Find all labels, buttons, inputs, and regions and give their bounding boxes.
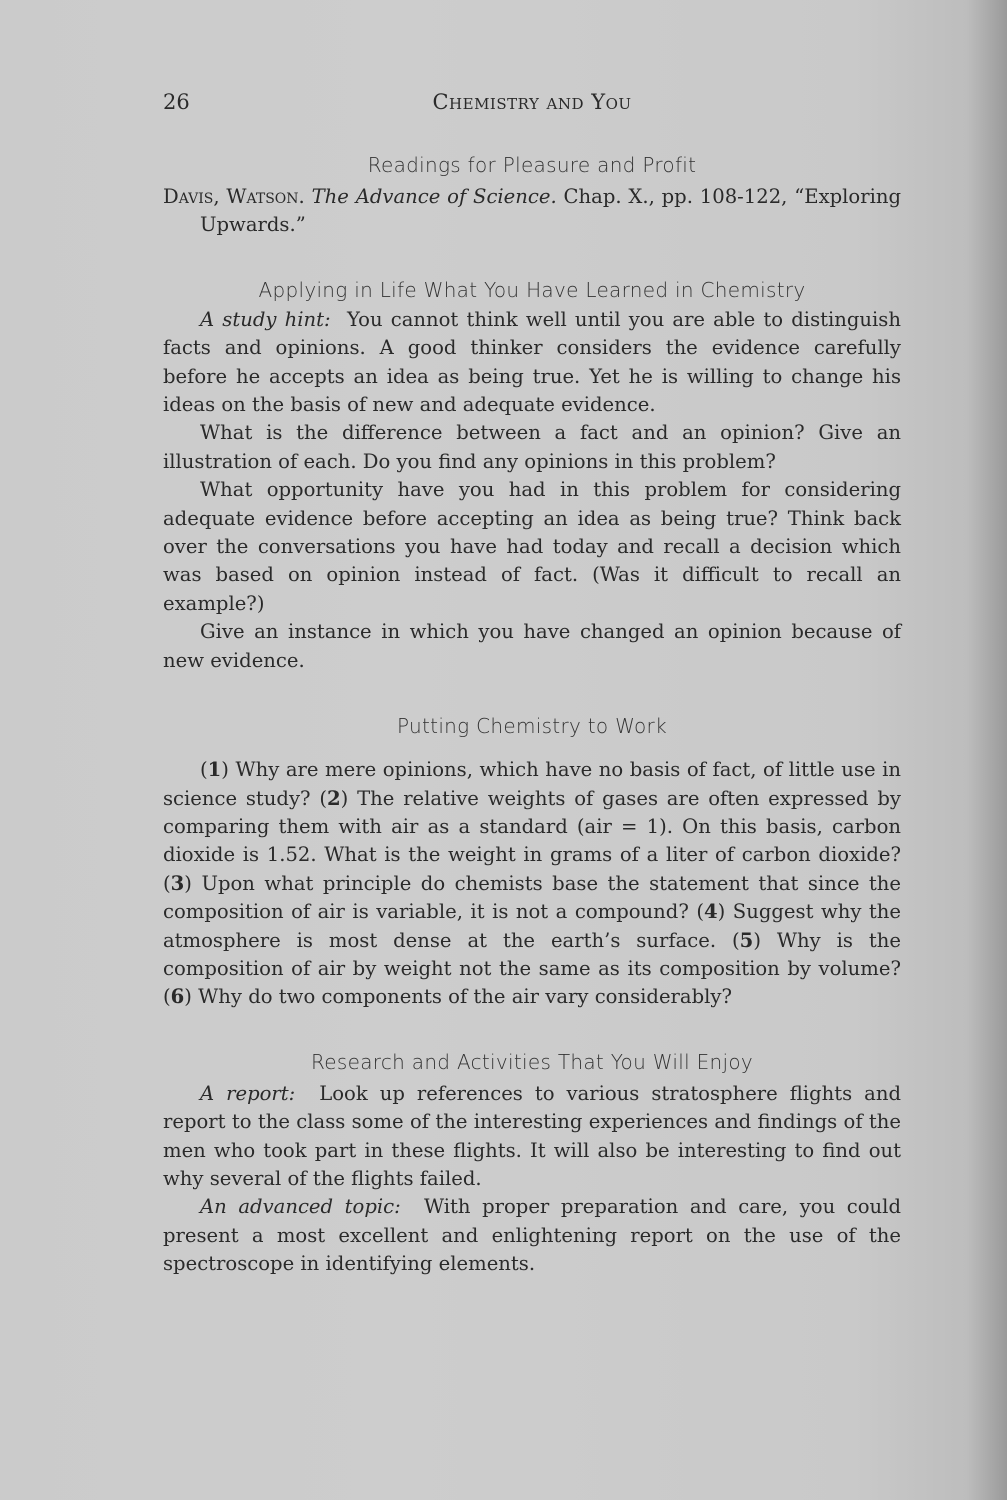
reading-citation xyxy=(163,183,901,240)
readings-heading: Readings for Pleasure and Profit xyxy=(367,153,697,177)
advanced-topic-label: An advanced topic: xyxy=(200,1195,401,1219)
question-text: Why are mere opinions, which have no basis of fact, of little use in science study? xyxy=(163,758,902,810)
question-number: 3 xyxy=(170,871,185,895)
research-heading: Research and Activities That You Will Enjoy xyxy=(310,1049,754,1074)
report-paragraph xyxy=(163,1080,901,1194)
study-hint-label: A study hint: xyxy=(200,307,331,331)
questions-paragraph xyxy=(163,756,901,1012)
question: (1) Why are mere opinions, which have no basis of fact, of little use in science study? xyxy=(163,758,902,810)
question: (6) Why do two components of the air vary considerably? xyxy=(163,985,732,1009)
citation-chapter: “Exploring Upwards.” xyxy=(200,185,902,237)
question-number: 5 xyxy=(739,928,754,952)
page-content xyxy=(163,86,901,1279)
report-text: Look up references to various stratosphere flights and report to the class some of the interesting experiences and findings of the men who took part in these flights. It will also be interesting to find out why several of the flights failed. xyxy=(163,1081,901,1190)
question-text: Why is the composition of air by weight not the same as its composition by volume? xyxy=(163,928,901,980)
question-text: Why do two components of the air vary considerably? xyxy=(198,985,732,1009)
question-number: 2 xyxy=(327,786,341,810)
citation-book-title: The Advance of Science. xyxy=(311,185,557,208)
advanced-topic-text: With proper preparation and care, you could present a most excellent and enlightening report on the use of the spectroscope in identifying elements. xyxy=(163,1195,901,1276)
advanced-topic-paragraph xyxy=(163,1193,901,1278)
page-number: 26 xyxy=(163,90,190,114)
applying-paragraph-3: What opportunity have you had in this problem for considering adequate evidence before accepting an idea as being true? Think back over the conversations you have had today and recall a decision which was based on opinion instead of fact. (Was it difficult to recall an example?) xyxy=(163,478,901,615)
study-hint-text: You cannot think well until you are able to distinguish facts and opinions. A good thinker considers the evidence carefully before he accepts an idea as being true. Yet he is willing to change his ideas on the basis of new and adequate evidence. xyxy=(163,307,901,417)
report-label: A report: xyxy=(200,1081,296,1105)
question: (4) Suggest why the atmosphere is most dense at the earth’s surface. xyxy=(163,900,901,952)
question-text: Upon what principle do chemists base the statement that since the composition of air is variable, it is not a compound? xyxy=(163,871,902,924)
study-hint-paragraph xyxy=(163,306,901,420)
putting-to-work-heading: Putting Chemistry to Work xyxy=(397,714,667,739)
question-text: Suggest why the atmosphere is most dense at the earth’s surface. xyxy=(163,900,901,952)
question: (3) Upon what principle do chemists base the statement that since the composition of air is variable, it is not a compound? xyxy=(163,871,902,924)
question-number: 6 xyxy=(170,985,185,1009)
question: (2) The relative weights of gases are often expressed by comparing them with air as a standard (air = 1). On this basis, carbon dioxide is 1.52. What is the weight in grams of a liter of carbon dioxide? xyxy=(163,786,901,867)
question: (5) Why is the composition of air by weight not the same as its composition by volume? xyxy=(163,928,901,980)
running-title: Chemistry and You xyxy=(432,90,632,114)
question-number: 1 xyxy=(207,758,222,782)
question-text: The relative weights of gases are often expressed by comparing them with air as a standard (air = 1). On this basis, carbon dioxide is 1.52. What is the weight in grams of a liter of carbon dioxide? xyxy=(163,786,901,867)
applying-paragraph-2: What is the difference between a fact and an opinion? Give an illustration of each. Do you find any opinions in this problem? xyxy=(163,421,901,473)
citation-author: Davis, Watson. xyxy=(163,185,305,208)
citation-details: Chap. X., pp. 108-122, xyxy=(563,185,788,208)
applying-heading: Applying in Life What You Have Learned in Chemistry xyxy=(258,277,806,302)
applying-paragraph-4: Give an instance in which you have changed an opinion because of new evidence. xyxy=(163,620,901,672)
running-head xyxy=(163,86,901,120)
question-number: 4 xyxy=(704,900,718,924)
